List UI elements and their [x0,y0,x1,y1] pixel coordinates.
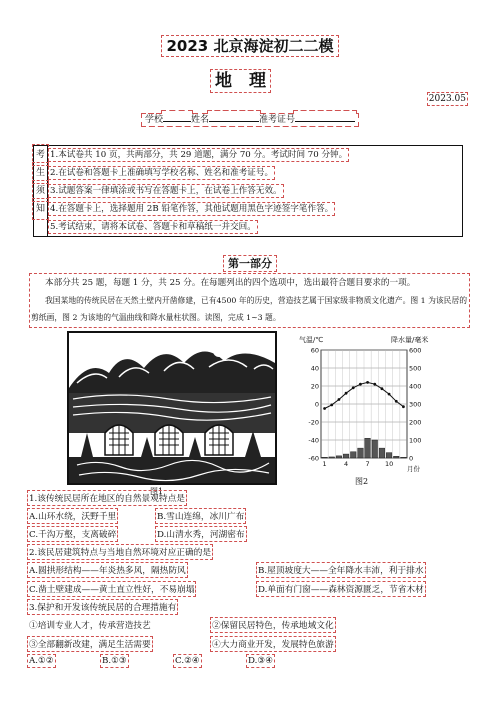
subject-text: 地 理 [212,71,269,91]
temp-tick-label: -20 [308,418,319,427]
notice-item: 3.试题答案一律填涂或书写在答题卡上，在试卷上作答无效。 [50,186,282,196]
q1-option-a[interactable]: A.山环水绕，沃野千里 [29,512,117,522]
q2-option-c[interactable]: C.凿土壁建成——黄土直立性好，不易崩塌 [29,585,195,595]
month-tick-label: 7 [365,460,370,468]
precip-bar [393,456,399,458]
precip-bar [329,457,335,458]
question-3-stem: 3.保护和开发该传统民居的合理措施有 [29,603,177,613]
exam-no-label: 准考证号 [259,115,296,125]
temp-point [338,398,341,401]
temp-point [366,381,369,384]
exam-no-blank[interactable] [295,112,355,122]
temp-axis-label: 气温/℃ [299,336,324,344]
notice-item: 1.本试卷共 10 页，共两部分，共 29 道题，满分 70 分。考试时间 70 分钟。 [50,150,348,160]
q2-option-b[interactable]: B.屋顶坡度大——全年降水丰沛，利于排水 [258,566,424,576]
notice-side-char: 生 [34,164,47,182]
temp-point [388,393,391,396]
temp-point [323,407,326,410]
exam-title-text: 2023 北京海淀初二二模 [163,37,338,55]
precip-bar [372,440,378,458]
notice-side-char: 知 [34,200,47,218]
precip-bar [365,438,371,458]
q3-answer-b[interactable]: B.①③ [102,656,127,666]
q3-answer-a[interactable]: A.①② [29,656,54,666]
q1-option-b[interactable]: B.雪山连绵，冰川广布 [157,512,245,522]
papercut-figure [67,331,277,485]
temp-point [330,404,333,407]
part1-instruction: 本部分共 25 题，每题 1 分，共 25 分。在每题列出的四个选项中，选出最符合题目要求的一项。 [45,278,416,288]
precip-axis-label: 降水量/毫米 [391,336,429,344]
notice-item: 2.在试卷和答题卡上准确填写学校名称、姓名和准考证号。 [50,168,274,178]
temp-tick-label: -40 [308,436,319,445]
papercut-image [69,333,275,483]
q1-option-c[interactable]: C.千沟万壑，支离破碎 [29,530,117,540]
temp-point [359,383,362,386]
part1-title [0,255,500,271]
month-axis-label: 月份 [407,465,420,473]
subject-title [212,66,269,91]
precip-bar [401,457,407,458]
precip-tick-label: 400 [409,382,422,391]
student-info-fields [143,115,357,125]
q3-answer-c[interactable]: C.②④ [175,656,200,666]
precip-bar [336,456,342,458]
temp-tick-label: 40 [310,364,319,373]
temp-point [402,405,405,408]
month-tick-label: 4 [344,460,349,468]
precip-bar [358,448,364,458]
climate-chart [295,332,443,474]
temp-point [381,387,384,390]
precip-tick-label: 300 [409,400,422,409]
notice-side-char: 须 [34,182,47,200]
precip-bar [386,453,392,458]
notice-side-label [34,146,48,236]
exam-date: 2023.05 [428,94,466,104]
school-label: 学校 [144,115,163,125]
temp-point [352,386,355,389]
temp-point [345,392,348,395]
temp-tick-label: -60 [308,454,319,463]
fig1-caption: 图1 [150,487,164,496]
name-label: 姓名 [190,115,209,125]
month-tick-label: 10 [384,460,394,468]
q2-option-d[interactable]: D.单面有门窗——森林资源匮乏，节省木材 [258,585,424,595]
question-1-stem: 1.该传统民居所在地区的自然景观特点是 [29,494,185,504]
student-info-line [0,112,500,125]
climate-chart-svg [295,332,443,474]
q3-statement-1: ①培训专业人才，传承营造技艺 [29,621,151,631]
precip-bar [350,452,356,458]
part1-title-text: 第一部分 [225,257,275,270]
q3-answer-d[interactable]: D.③④ [248,656,273,666]
precip-bar [379,448,385,458]
notice-item: 4.在答题卡上，选择题用 2B 铅笔作答，其他试题用黑色字迹签字笔作答。 [50,204,334,214]
precip-tick-label: 500 [409,364,422,373]
q3-statement-2: ②保留民居特色，传承地域文化 [212,621,334,631]
name-blank[interactable] [209,112,259,122]
precip-tick-label: 600 [409,346,422,355]
q2-option-a[interactable]: A.圆拱形结构——年炎热多风，隔热防风 [29,566,186,576]
q1-option-d[interactable]: D.山清水秀，河湖密布 [157,530,245,540]
fig2-caption: 图2 [355,477,369,486]
question-2-stem: 2.该民居建筑特点与当地自然环境对应正确的是 [29,548,212,558]
month-tick-label: 1 [322,460,327,468]
precip-tick-label: 100 [409,436,422,445]
temp-tick-label: 60 [310,346,319,355]
temp-point [395,400,398,403]
exam-title [0,35,500,56]
precip-tick-label: 200 [409,418,422,427]
temp-tick-label: 20 [310,382,319,391]
temp-tick-label: 0 [314,400,319,409]
part1-passage: 我国某地的传统民居在天然土壁内开凿修建，已有4500 年的历史，营造技艺属于国家级非物质文化遗产。图 1 为该民居的剪纸画，图 2 为该地的气温曲线和降水量柱状图。读图，完成 1~3 题。 [31,296,468,322]
notice-side-char: 考 [34,146,47,164]
notice-item: 5.考试结束，请将本试卷、答题卡和草稿纸一并交回。 [50,222,256,232]
precip-tick-label: 0 [409,454,414,463]
q3-statement-3: ③全部翻新改建，满足生活需要 [29,640,151,650]
school-blank[interactable] [163,112,191,122]
precip-bar [322,457,328,458]
candidate-notice-box [33,145,463,237]
notice-items [50,146,347,236]
q3-statement-4: ④大力商业开发，发展特色旅游 [212,640,334,650]
precip-bar [343,454,349,458]
part1-intro [31,275,468,326]
notice-side-char [34,218,47,236]
temp-point [373,383,376,386]
